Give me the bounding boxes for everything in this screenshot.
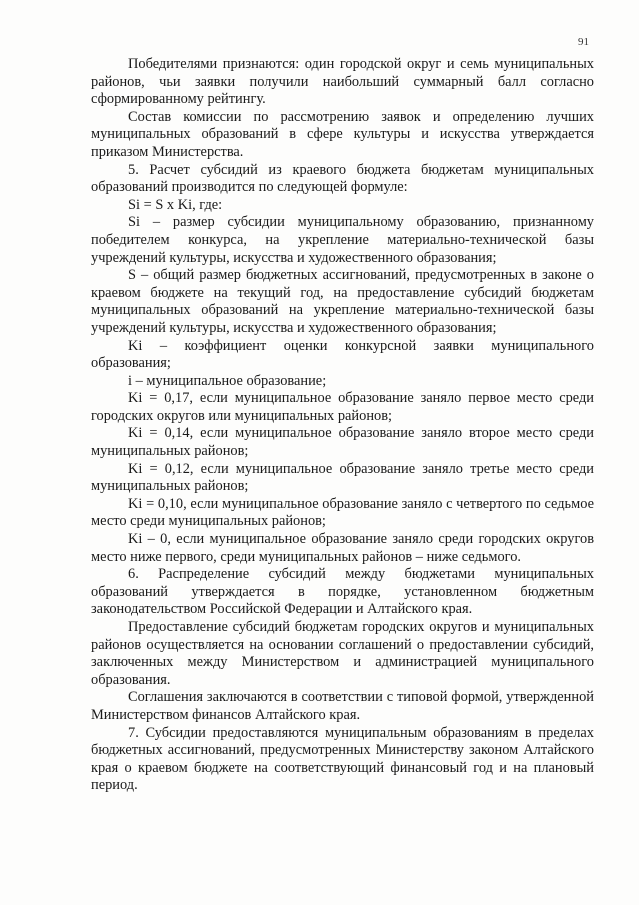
page-number: 91 [578, 36, 589, 48]
paragraph-winners: Победителями признаются: один городской округ и семь муниципальных районов, чьи заявки получили наибольший суммарный балл согласно сформированному рейтингу. [91, 56, 594, 108]
paragraph-section-6: 6. Распределение субсидий между бюджетами муниципальных образований утверждается в порядке, установленном бюджетным законодательством Российской Федерации и Алтайского края. [91, 566, 594, 618]
paragraph-section-7: 7. Субсидии предоставляются муниципальным образованиям в пределах бюджетных ассигнований, предусмотренных Министерству законом Алтайского края о краевом бюджете на соответствующий финансовый год и на плановый период. [91, 724, 594, 794]
coefficient-third-place: Ki = 0,12, если муниципальное образование заняло третье место среди муниципальных районов; [91, 460, 594, 495]
coefficient-first-place: Ki = 0,17, если муниципальное образование заняло первое место среди городских округов или муниципальных районов; [91, 390, 594, 424]
paragraph-agreements-basis: Предоставление субсидий бюджетам городских округов и муниципальных районов осуществляется на основании соглашений о предоставлении субсидий, заключенных между Министерством и администрацией муниципального образования. [91, 619, 594, 688]
coefficient-fourth-seventh-place: Ki = 0,10, если муниципальное образование заняло с четвертого по седьмое место среди муниципальных районов; [91, 495, 594, 530]
definition-s: S – общий размер бюджетных ассигнований, предусмотренных в законе о краевом бюджете на текущий год, на предоставление субсидий бюджетам муниципальных образований на укрепление материально-технической базы учреждений культуры, искусства и художественного образования; [91, 267, 594, 336]
definition-i: i – муниципальное образование; [128, 372, 327, 389]
paragraph-commission: Состав комиссии по рассмотрению заявок и определению лучших муниципальных образований в сфере культуры и искусства утверждается приказом Министерства. [91, 108, 594, 160]
document-body [91, 56, 594, 795]
coefficient-second-place: Ki = 0,14, если муниципальное образование заняло второе место среди муниципальных районов; [91, 425, 594, 460]
definition-si: Si – размер субсидии муниципальному образованию, признанному победителем конкурса, на укрепление материально-технической базы учреждений культуры, искусства и художественного образования; [91, 214, 594, 266]
definition-ki: Ki – коэффициент оценки конкурсной заявки муниципального образования; [91, 337, 594, 372]
formula-line: Si = S x Ki, где: [128, 196, 223, 213]
paragraph-agreements-form: Соглашения заключаются в соответствии с типовой формой, утвержденной Министерством финансов Алтайского края. [91, 689, 594, 723]
coefficient-zero: Ki – 0, если муниципальное образование заняло среди городских округов место ниже первого, среди муниципальных районов – ниже седьмого. [91, 531, 594, 565]
paragraph-section-5: 5. Расчет субсидий из краевого бюджета бюджетам муниципальных образований производится по следующей формуле: [91, 161, 594, 196]
